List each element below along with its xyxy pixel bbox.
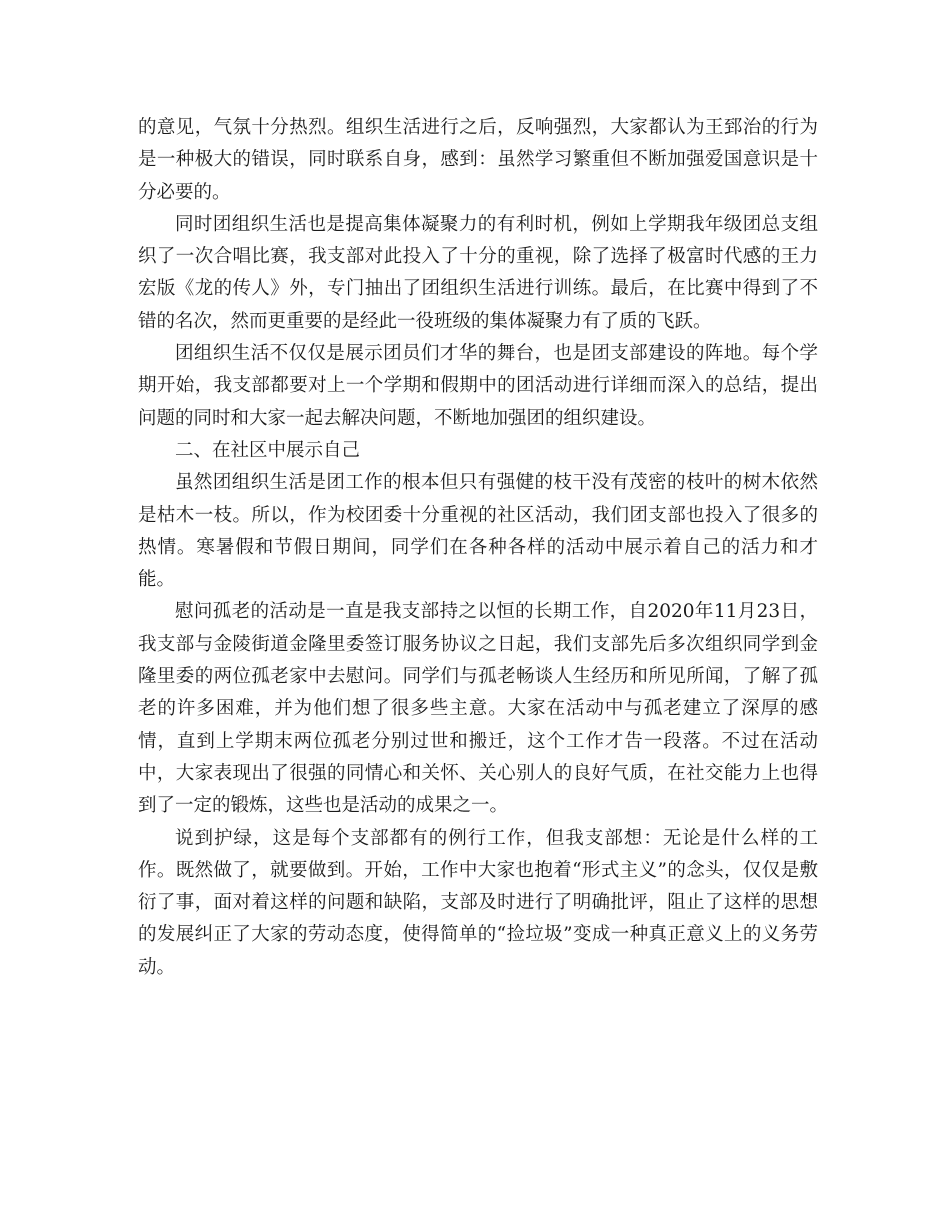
paragraph-green-protection: 说到护绿，这是每个支部都有的例行工作，但我支部想：无论是什么样的工作。既然做了，就要做到。开始，工作中大家也抱着“形式主义”的念头，仅仅是敷衍了事，面对着这样的问题和缺陷，支部及时进行了明确批评，阻止了这样的思想的发展纠正了大家的劳动态度，使得简单的“捡垃圾”变成一种真正意义上的义务劳动。 — [138, 827, 818, 978]
paragraph-continuation: 的意见，气氛十分热烈。组织生活进行之后，反响强烈，大家都认为王郅治的行为是一种极大的错误，同时联系自身，感到：虽然学习繁重但不断加强爱国意识是十分必要的。 — [138, 117, 818, 203]
paragraph-elderly-visits: 慰问孤老的活动是一直是我支部持之以恒的长期工作，自2020年11月23日，我支部与金陵街道金隆里委签订服务协议之日起，我们支部先后多次组织同学到金隆里委的两位孤老家中去慰问。同学们与孤老畅谈人生经历和所见所闻，了解了孤老的许多困难，并为他们想了很多些主意。大家在活动中与孤老建立了深厚的感情，直到上学期末两位孤老分别过世和搬迁，这个工作才告一段落。不过在活动中，大家表现出了很强的同情心和关怀、关心别人的良好气质，在社交能力上也得到了一定的锻炼，这些也是活动的成果之一。 — [138, 601, 818, 817]
paragraph-choir-contest: 同时团组织生活也是提高集体凝聚力的有利时机，例如上学期我年级团总支组织了一次合唱比赛，我支部对此投入了十分的重视，除了选择了极富时代感的王力宏版《龙的传人》外，专门抽出了团组织生活进行训练。最后，在比赛中得到了不错的名次，然而更重要的是经此一役班级的集体凝聚力有了质的飞跃。 — [138, 213, 818, 332]
document-body — [138, 112, 818, 984]
paragraph-branch-building: 团组织生活不仅仅是展示团员们才华的舞台，也是团支部建设的阵地。每个学期开始，我支部都要对上一个学期和假期中的团活动进行详细而深入的总结，提出问题的同时和大家一起去解决问题，不断地加强团的组织建设。 — [138, 343, 818, 429]
paragraph-community-activities: 虽然团组织生活是团工作的根本但只有强健的枝干没有茂密的枝叶的树木依然是枯木一枝。所以，作为校团委十分重视的社区活动，我们团支部也投入了很多的热情。寒暑假和节假日期间，同学们在各种各样的活动中展示着自己的活力和才能。 — [138, 472, 818, 591]
section-heading-community: 二、在社区中展示自己 — [175, 439, 361, 461]
